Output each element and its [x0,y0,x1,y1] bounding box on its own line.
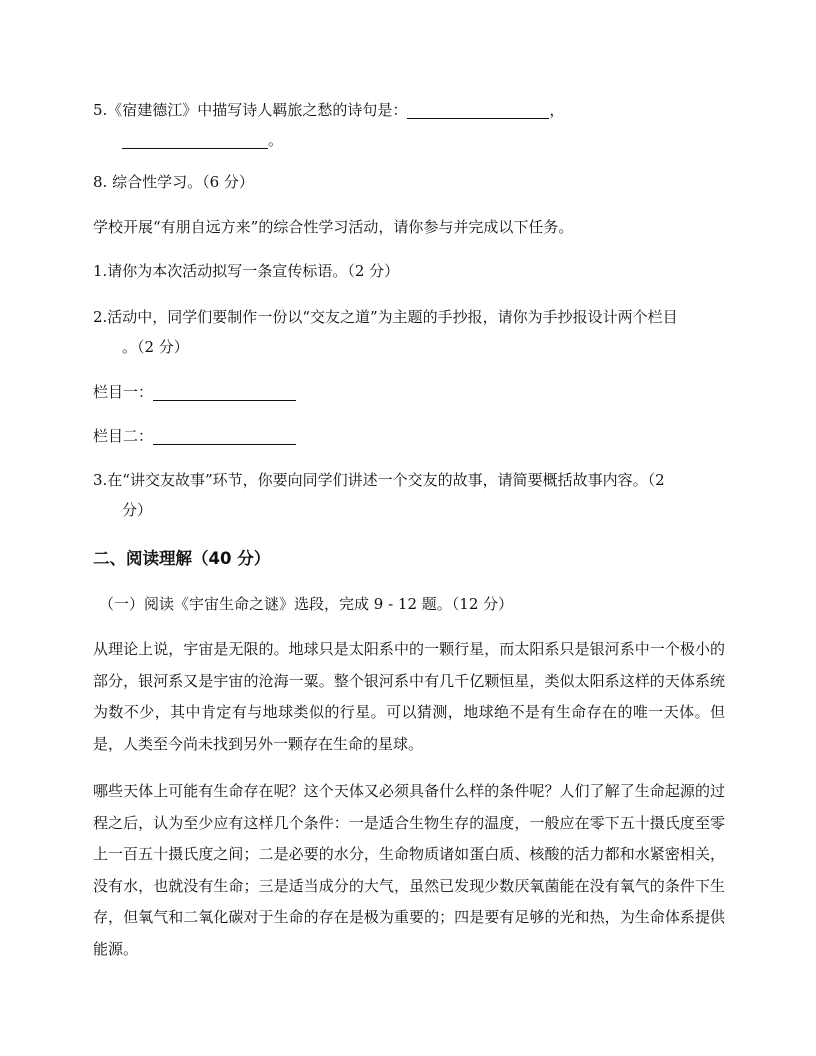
reading-sub-heading: （一）阅读《宇宙生命之谜》选段，完成 9 - 12 题。（12 分） [99,595,514,613]
task-3-line-1: 3.在“讲交友故事”环节，你要向同学们讲述一个交友的故事，请简要概括故事内容。（2 [93,471,665,489]
reading-paragraph-1: 从理论上说，宇宙是无限的。地球只是太阳系中的一颗行星，而太阳系只是银河系中一个极小的部分，银河系又是宇宙的沧海一粟。整个银河系中有几千亿颗恒星，类似太阳系这样的天体系统为数不少，其中肯定有与地球类似的行星。可以猜测，地球绝不是有生命存在的唯一天体。但是，人类至今尚未找到另外一颗存在生命的星球。 [93,640,725,753]
question-8-intro: 学校开展“有朋自远方来”的综合性学习活动，请你参与并完成以下任务。 [93,218,574,236]
section-2-heading: 二、阅读理解（40 分） [93,549,271,568]
column-1-row [93,381,296,402]
task-2-line-2: 。（2 分） [122,338,189,356]
task-2-line-1: 2.活动中，同学们要制作一份以“交友之道”为主题的手抄报，请你为手抄报设计两个栏目 [93,308,678,326]
task-1: 1.请你为本次活动拟写一条宣传标语。（2 分） [93,262,400,280]
task-3-line-2: 分） [122,501,153,519]
answer-blank-5a[interactable] [407,102,549,119]
column-2-blank[interactable] [153,428,296,445]
question-5: 5.《宿建德江》中描写诗人羁旅之愁的诗句是： ， [93,101,565,119]
column-1-blank[interactable] [153,384,296,401]
question-5-continued: 。 [122,129,283,150]
column-1-label: 栏目一： [93,383,154,401]
column-2-row [93,425,296,446]
question-5-text: 5.《宿建德江》中描写诗人羁旅之愁的诗句是： [93,101,408,119]
column-2-label: 栏目二： [93,427,154,445]
question-8-title: 8. 综合性学习。（6 分） [93,173,254,191]
reading-paragraph-2: 哪些天体上可能有生命存在呢？这个天体又必须具备什么样的条件呢？人们了解了生命起源的过程之后，认为至少应有这样几个条件：一是适合生物生存的温度，一般应在零下五十摄氏度至零上一百五十摄氏度之间；二是必要的水分，生命物质诸如蛋白质、核酸的活力都和水紧密相关，没有水，也就没有生命；三是适当成分的大气，虽然已发现少数厌氧菌能在没有氧气的条件下生存，但氧气和二氧化碳对于生命的存在是极为重要的；四是要有足够的光和热，为生命体系提供能源。 [93,782,725,958]
answer-blank-5b[interactable] [122,132,268,149]
